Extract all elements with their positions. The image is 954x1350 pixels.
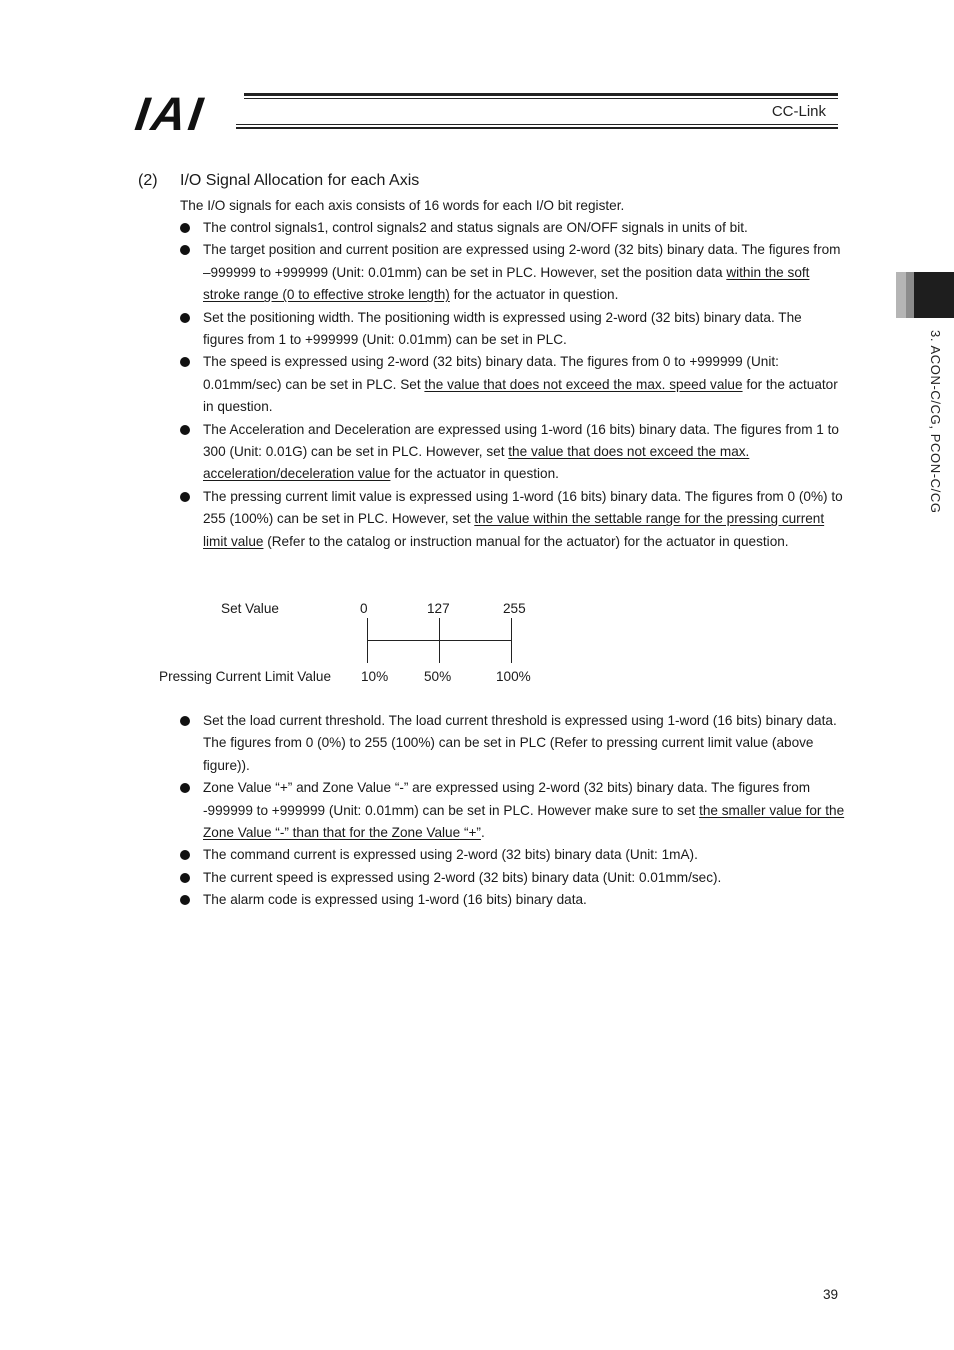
bullet-icon [180, 873, 190, 883]
section-heading [138, 172, 419, 190]
emphasis-underline: the value within the settable range for the pressing current limit value [203, 511, 825, 549]
pressing-current-scale-figure [150, 596, 570, 696]
section-number: (2) [138, 172, 158, 189]
set-value-0: 0 [360, 601, 368, 616]
bullet-icon [180, 492, 190, 502]
page-number: 39 [823, 1287, 839, 1302]
set-value-255: 255 [503, 601, 526, 616]
list-item: Zone Value “+” and Zone Value “-” are expressed using 2-word (32 bits) binary data. The figures from -999999 to +999999 (Unit: 0.01mm) can be set in PLC. However make sure to set the smaller value for the Zone Value “-” than that for the Zone Value “+”. [180, 777, 845, 844]
list-item: The current speed is expressed using 2-word (32 bits) binary data (Unit: 0.01mm/sec). [180, 867, 845, 889]
header-rule-bottom [236, 127, 838, 129]
list-item: The alarm code is expressed using 1-word (16 bits) binary data. [180, 889, 845, 911]
bullet-icon [180, 425, 190, 435]
list-item: Set the load current threshold. The load current threshold is expressed using 1-word (16 bits) binary data. The figures from 0 (0%) to 255 (100%) can be set in PLC (Refer to pressing current limit value (above figure)). [180, 710, 845, 777]
bullet-icon [180, 895, 190, 905]
header-rule-top-thin [244, 98, 838, 99]
percent-value-50: 50% [424, 669, 452, 684]
set-value-127: 127 [427, 601, 450, 616]
percent-value-10: 10% [361, 669, 389, 684]
list-item: The speed is expressed using 2-word (32 bits) binary data. The figures from 0 to +999999 (Unit: 0.01mm/sec) can be set in PLC. Set the value that does not exceed the max. speed value for the actuator in question. [180, 351, 845, 418]
emphasis-underline: the value that does not exceed the max. acceleration/deceleration value [203, 444, 750, 482]
section-intro: The I/O signals for each axis consists of 16 words for each I/O bit register. [180, 198, 625, 213]
list-item: Set the positioning width. The positioning width is expressed using 2-word (32 bits) binary data. The figures from 1 to +999999 (Unit: 0.01mm) can be set in PLC. [180, 307, 845, 352]
chapter-tab-label: 3. ACON-C/CG, PCON-C/CG [928, 330, 943, 514]
list-item: The pressing current limit value is expressed using 1-word (16 bits) binary data. The figures from 0 (0%) to 255 (100%) can be set in PLC. However, set the value within the settable range for the pressing current limit value (Refer to the catalog or instruction manual for the actuator) for the actuator in question. [180, 486, 845, 553]
emphasis-underline: the smaller value for the Zone Value “-” than that for the Zone Value “+” [203, 802, 845, 841]
emphasis-underline: the value that does not exceed the max. speed value [424, 376, 743, 392]
header-section-label: CC-Link [771, 103, 826, 120]
bullet-icon [180, 850, 190, 860]
chapter-tab-marker [896, 272, 954, 318]
bullet-icon [180, 313, 190, 323]
bullet-list-b [180, 710, 845, 912]
set-value-label: Set Value [221, 601, 279, 616]
list-item: The command current is expressed using 2-word (32 bits) binary data (Unit: 1mA). [180, 844, 845, 866]
list-item: The control signals1, control signals2 and status signals are ON/OFF signals in units of bit. [180, 217, 845, 239]
pressing-current-label: Pressing Current Limit Value [159, 669, 332, 684]
bullet-icon [180, 245, 190, 255]
section-title: I/O Signal Allocation for each Axis [180, 172, 420, 189]
iai-logo: IAI [132, 87, 209, 140]
bullet-icon [180, 783, 190, 793]
emphasis-underline: within the soft stroke range (0 to effective stroke length) [203, 264, 810, 303]
scale-axis-line [367, 640, 512, 641]
percent-value-100: 100% [496, 669, 531, 684]
bullet-icon [180, 716, 190, 726]
header-rule-top [244, 93, 838, 96]
bullet-list-a [180, 217, 845, 553]
list-item: The Acceleration and Deceleration are expressed using 1-word (16 bits) binary data. The figures from 1 to 300 (Unit: 0.01G) can be set in PLC. However, set the value that does not exceed the max. acceleration/deceleration value for the actuator in question. [180, 419, 845, 486]
bullet-icon [180, 357, 190, 367]
list-item: The target position and current position are expressed using 2-word (32 bits) binary data. The figures from –999999 to +999999 (Unit: 0.01mm) can be set in PLC. However, set the position data within the soft stroke range (0 to effective stroke length) for the actuator in question. [180, 239, 845, 306]
bullet-icon [180, 223, 190, 233]
header-rule-bottom-thin [236, 124, 838, 125]
